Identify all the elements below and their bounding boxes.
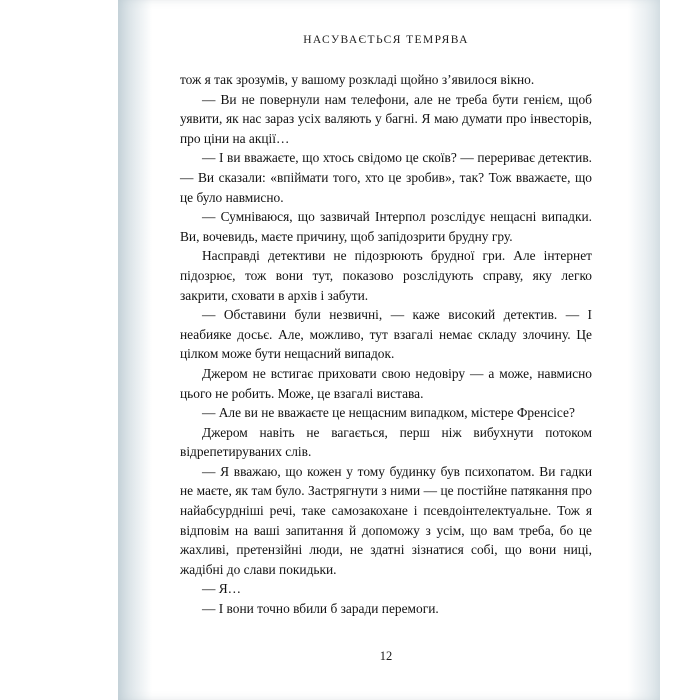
paragraph: — Але ви не вважаєте це нещасним випадком, містере Френсісе? xyxy=(202,405,575,421)
paragraph: — Обставини були незвичні, — каже високий детектив. — І неабияке досьє. Але, можливо, тут взагалі немає складу злочину. Це цілком може бути нещасний випадок. xyxy=(180,307,592,362)
paragraph: Насправді детективи не підозрюють брудної гри. Але інтернет підозрює, тож вони тут, показово розслідують справу, яку легко закрити, сховати в архів і забути. xyxy=(180,248,592,303)
page-content xyxy=(180,0,592,700)
paragraph: — Я… xyxy=(202,581,242,597)
paragraph: тож я так зрозумів, у вашому розкладі щойно з’явилося вікно. xyxy=(180,72,535,87)
page-number: 12 xyxy=(379,649,393,663)
paragraph: — Ви не повернули нам телефони, але не треба бути генієм, щоб уявити, як нас зараз усіх валяють у багні. Я маю думати про інвесторів, про ціни на акції… xyxy=(180,91,592,146)
paragraph: — Я вважаю, що кожен у тому будинку був психопатом. Ви гадки не маєте, як там було. Застрягнути з ними — це постійне патякання про найабсурдніші речі, таке самозакохане і псевдоінтелектуальне. Тож я відповім на ваші запитання й допоможу з усім, що вам треба, бо це жахливі, претензійні люди, не здатні зізнатися собі, що вони ниці, жадібні до слави покидьки. xyxy=(180,463,592,577)
body-text xyxy=(180,70,592,619)
paragraph: — І ви вважаєте, що хтось свідомо це скоїв? — перериває детектив. — Ви сказали: «впіймати того, хто це зробив», так? Тож вважаєте, що це було навмисно. xyxy=(180,150,592,205)
paragraph: — І вони точно вбили б заради перемоги. xyxy=(202,601,439,617)
running-head: НАСУВАЄТЬСЯ ТЕМРЯВА xyxy=(303,34,469,46)
paragraph: Джером навіть не вагається, перш ніж вибухнути потоком відрепетируваних слів. xyxy=(180,424,592,460)
paragraph: — Сумніваюся, що зазвичай Інтерпол розслідує нещасні випадки. Ви, вочевидь, маєте причину, щоб запідозрити брудну гру. xyxy=(180,209,592,244)
paragraph: Джером не встигає приховати свою недовіру — а може, навмисно цього не робить. Може, це взагалі вистава. xyxy=(180,365,592,401)
